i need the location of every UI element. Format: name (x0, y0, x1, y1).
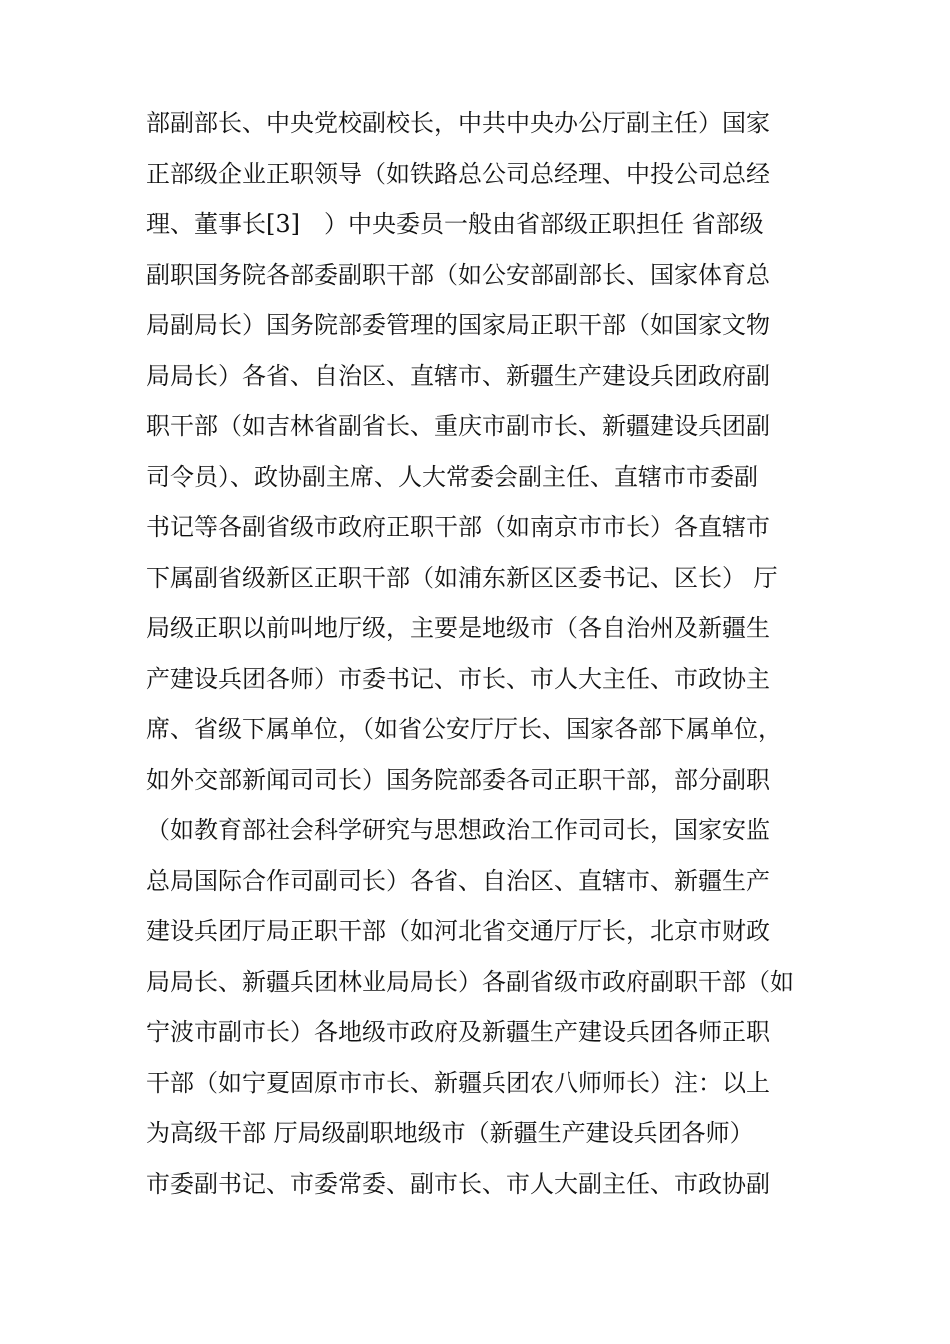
text-line: 局副局长）国务院部委管理的国家局正职干部（如国家文物 (146, 311, 770, 339)
text-line: 下属副省级新区正职干部（如浦东新区区委书记、区长） 厅 (146, 563, 778, 592)
text-line: 席、省级下属单位，（如省公安厅厅长、国家各部下属单位， (146, 715, 782, 743)
text-line: 产建设兵团各师）市委书记、市长、市人大主任、市政协主 (146, 664, 770, 693)
text-line: 总局国际合作司副司长）各省、自治区、直辖市、新疆生产 (146, 866, 770, 895)
body-text (146, 98, 816, 1209)
text-line: 副职国务院各部委副职干部（如公安部副部长、国家体育总 (146, 260, 770, 289)
text-line: 司令员）、政协副主席、人大常委会副主任、直辖市市委副 (146, 462, 758, 491)
text-line: 正部级企业正职领导（如铁路总公司总经理、中投公司总经 (146, 159, 770, 188)
text-line: 局局长）各省、自治区、直辖市、新疆生产建设兵团政府副 (146, 361, 770, 390)
text-line: 为高级干部 厅局级副职地级市（新疆生产建设兵团各师） (146, 1119, 754, 1147)
text-line: 干部（如宁夏固原市市长、新疆兵团农八师师长）注：以上 (146, 1068, 770, 1097)
text-line: 如外交部新闻司司长）国务院部委各司正职干部，部分副职 (146, 765, 770, 794)
text-line: 宁波市副市长）各地级市政府及新疆生产建设兵团各师正职 (146, 1018, 770, 1046)
text-line: 市委副书记、市委常委、副市长、市人大副主任、市政协副 (146, 1169, 770, 1198)
text-line: 理、董事长[3] ）中央委员一般由省部级正职担任 省部级 (146, 210, 764, 238)
text-line: （如教育部社会科学研究与思想政治工作司司长，国家安监 (146, 816, 770, 844)
text-line: 书记等各副省级市政府正职干部（如南京市市长）各直辖市 (146, 513, 770, 541)
text-line: 局级正职以前叫地厅级，主要是地级市（各自治州及新疆生 (146, 614, 770, 642)
text-line: 部副部长、中央党校副校长，中共中央办公厅副主任）国家 (146, 109, 770, 137)
text-line: 局局长、新疆兵团林业局局长）各副省级市政府副职干部（如 (146, 967, 794, 996)
text-line: 建设兵团厅局正职干部（如河北省交通厅厅长，北京市财政 (146, 917, 770, 945)
text-line: 职干部（如吉林省副省长、重庆市副市长、新疆建设兵团副 (146, 412, 770, 440)
